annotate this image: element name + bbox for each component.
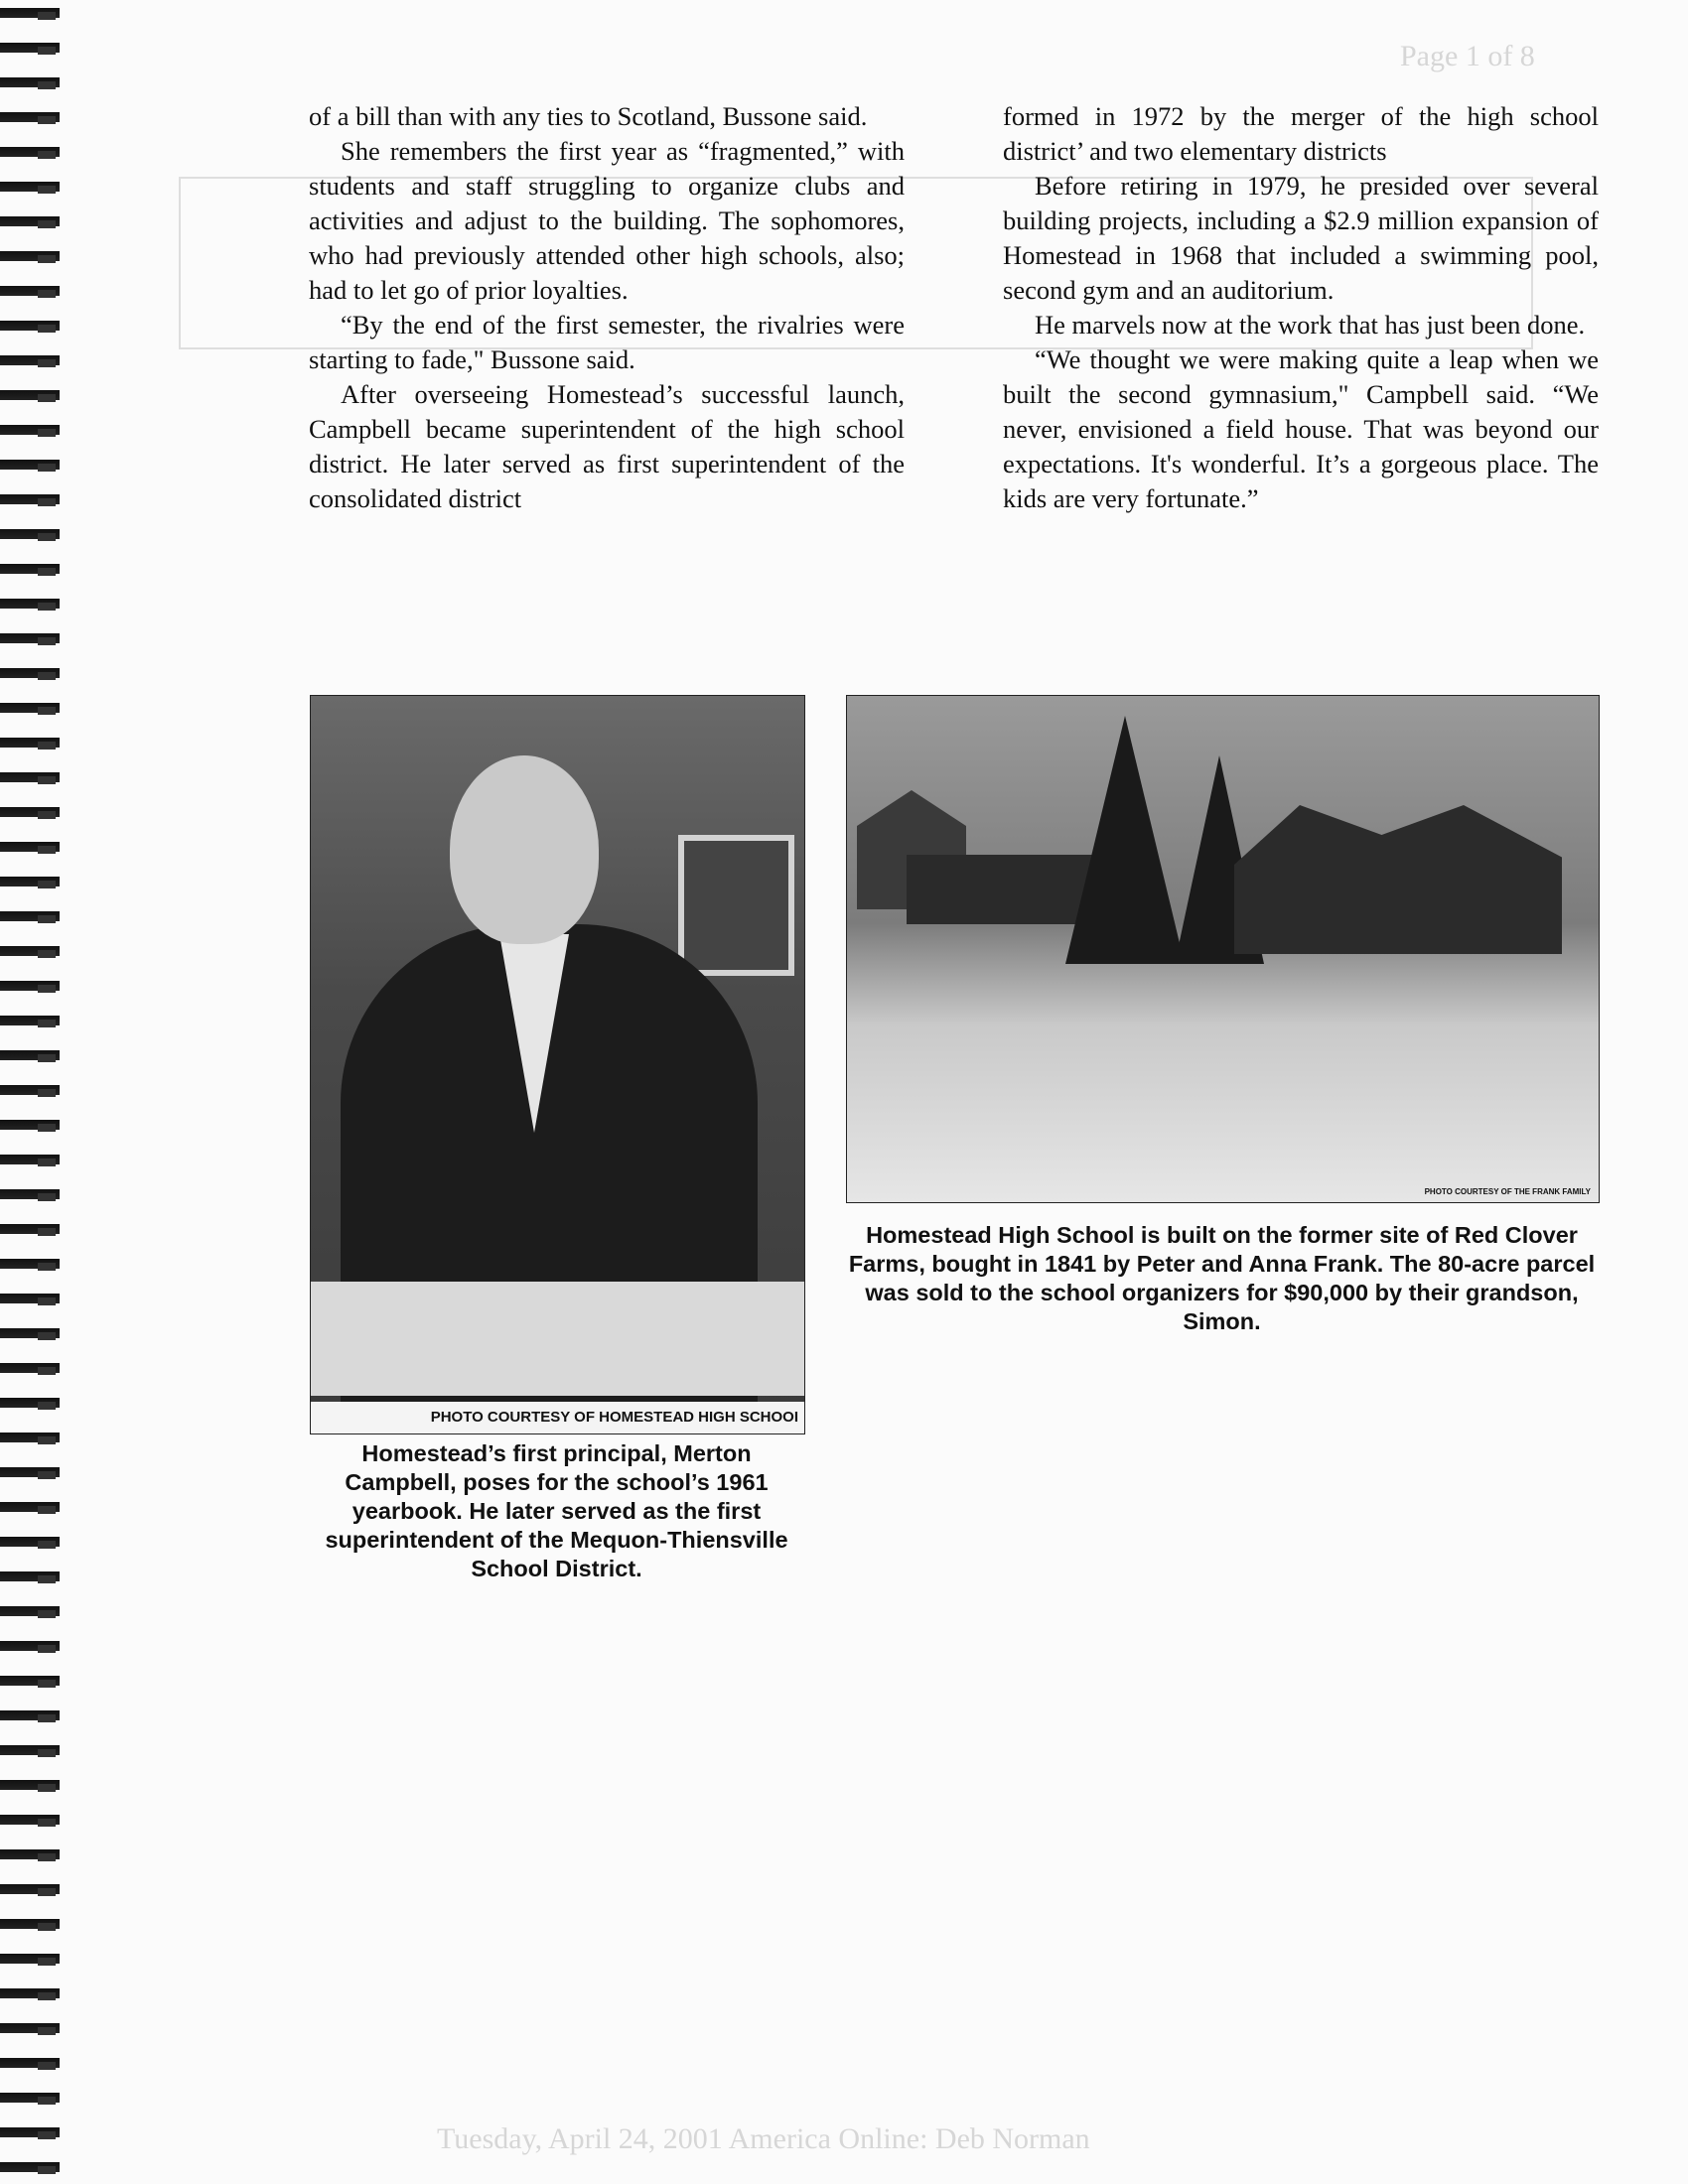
farm-photo	[846, 695, 1600, 1203]
farmhouse-silhouette	[1234, 805, 1562, 954]
paragraph: formed in 1972 by the merger of the high school district’ and two elementary districts	[1003, 101, 1599, 166]
wall-picture-frame	[678, 835, 794, 976]
photo-credit: PHOTO COURTESY OF THE FRANK FAMILY	[1424, 1187, 1591, 1196]
paragraph: She remembers the first year as “fragmented,” with students and staff struggling to organize clubs and activities and adjust to the building. The sophomores, who had previously attended other high schools, also; had to let go of prior loyalties.	[309, 136, 905, 305]
show-through-page-number: Page 1 of 8	[1400, 40, 1535, 72]
paragraph: Before retiring in 1979, he presided over several building projects, including a $2.9 million expansion of Homestead in 1968 that included a swimming pool, second gym and an auditorium.	[1003, 171, 1599, 305]
photo-credit: PHOTO COURTESY OF HOMESTEAD HIGH SCHOOI	[311, 1402, 804, 1433]
head-silhouette	[450, 755, 599, 944]
pine-tree	[1065, 716, 1185, 964]
desk	[311, 1282, 804, 1396]
spiral-binding	[0, 0, 60, 2184]
paragraph: “By the end of the first semester, the rivalries were starting to fade," Bussone said.	[309, 310, 905, 374]
photo-caption-right: Homestead High School is built on the former site of Red Clover Farms, bought in 1841 by Peter and Anna Frank. The 80-acre parcel was sold to the school organizers for $90,000 by their grandson, Simon.	[848, 1222, 1596, 1334]
photo-caption-left: Homestead’s first principal, Merton Campbell, poses for the school’s 1961 yearbook. He later served as the first superintendent of the Mequon-Thiensville School District.	[325, 1440, 788, 1581]
article-left-column	[309, 99, 905, 516]
principal-portrait-photo	[310, 695, 805, 1434]
article-right-column	[1003, 99, 1599, 516]
paragraph: of a bill than with any ties to Scotland, Bussone said.	[309, 101, 868, 131]
paragraph: He marvels now at the work that has just been done.	[1035, 310, 1586, 340]
show-through-footer: Tuesday, April 24, 2001 America Online: Deb Norman	[437, 2122, 1090, 2155]
shed-silhouette	[907, 855, 1105, 924]
paragraph: After overseeing Homestead’s successful launch, Campbell became superintendent of the high school district. He later served as first superintendent of the consolidated district	[309, 379, 905, 513]
paragraph: “We thought we were making quite a leap when we built the second gymnasium," Campbell said. “We never, envisioned a field house. That was beyond our expectations. It's wonderful. It’s a gorgeous place. The kids are very fortunate.”	[1003, 344, 1599, 513]
